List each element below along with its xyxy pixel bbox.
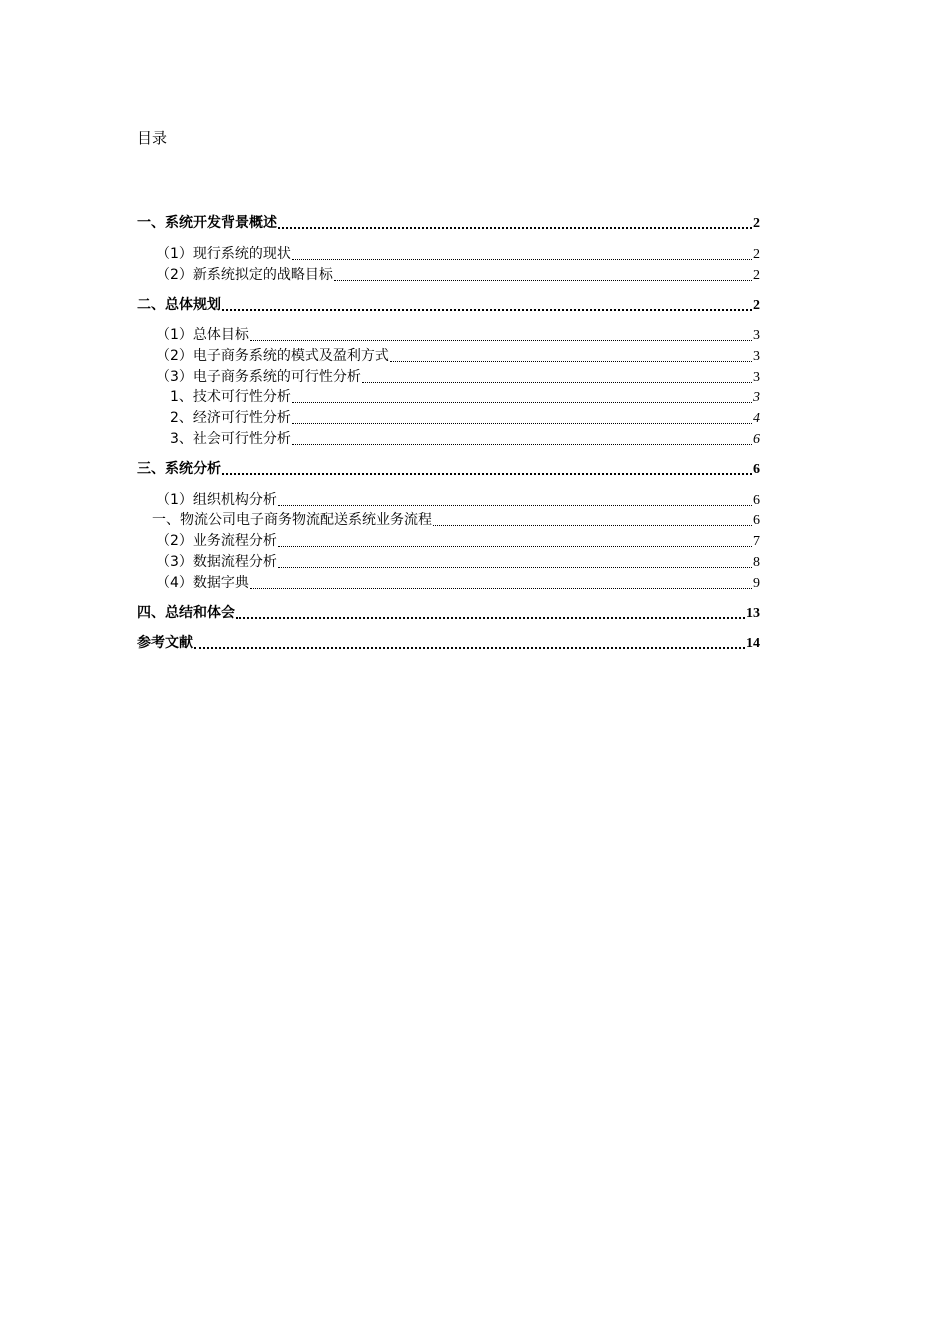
toc-entry[interactable] — [137, 214, 760, 233]
dot-leader — [292, 444, 752, 445]
toc-entry-page: 2 — [753, 216, 760, 231]
dot-leader — [236, 617, 745, 619]
toc-entry[interactable] — [137, 634, 760, 653]
toc-entry-page: 9 — [753, 576, 760, 591]
toc-title: 目录 — [137, 129, 168, 147]
toc-entry-label: （3）数据流程分析 — [156, 554, 277, 570]
toc-entry-label: 三、系统分析 — [137, 461, 221, 477]
toc-entry-page: 4 — [753, 411, 760, 426]
toc-entry-label: （1）总体目标 — [156, 327, 249, 343]
toc-entry[interactable] — [156, 347, 760, 366]
toc-entry-label: （3）电子商务系统的可行性分析 — [156, 369, 361, 385]
dot-leader — [292, 259, 752, 260]
toc-entry-label: 1、技术可行性分析 — [170, 389, 291, 405]
dot-leader — [278, 546, 752, 547]
toc-entry-label: （1）组织机构分析 — [156, 492, 277, 508]
toc-entry[interactable] — [156, 553, 760, 572]
toc-entry-label: （1）现行系统的现状 — [156, 246, 291, 262]
toc-entry-label: 四、总结和体会 — [137, 605, 235, 621]
toc-entry-label: 2、经济可行性分析 — [170, 410, 291, 426]
dot-leader — [250, 340, 752, 341]
toc-entry[interactable] — [137, 460, 760, 479]
toc-entry[interactable] — [170, 430, 760, 449]
toc-entry-page: 3 — [753, 349, 760, 364]
toc-entry-page: 6 — [753, 462, 760, 477]
toc-entry-page: 2 — [753, 247, 760, 262]
dot-leader — [292, 402, 752, 403]
toc-entry-label: （2）电子商务系统的模式及盈利方式 — [156, 348, 389, 364]
dot-leader — [250, 588, 752, 589]
dot-leader — [222, 473, 752, 475]
toc-entry-label: 3、社会可行性分析 — [170, 431, 291, 447]
toc-entry-label: （4）数据字典 — [156, 575, 249, 591]
toc-entry-page: 3 — [753, 390, 760, 405]
toc-entry[interactable] — [156, 326, 760, 345]
dot-leader — [278, 505, 752, 506]
toc-entry-page: 13 — [746, 606, 760, 621]
toc-entry[interactable] — [156, 266, 760, 285]
dot-leader — [334, 280, 752, 281]
dot-leader — [222, 309, 752, 311]
toc-entry-label: 参考文献 — [137, 635, 193, 651]
dot-leader — [194, 647, 745, 649]
toc-entry-page: 7 — [753, 534, 760, 549]
toc-entry-page: 8 — [753, 555, 760, 570]
toc-entry-page: 6 — [753, 513, 760, 528]
toc-entry-page: 3 — [753, 370, 760, 385]
toc-entry[interactable] — [152, 511, 760, 530]
dot-leader — [278, 227, 752, 229]
dot-leader — [390, 361, 752, 362]
toc-entry[interactable] — [170, 409, 760, 428]
dot-leader — [362, 382, 752, 383]
dot-leader — [292, 423, 752, 424]
toc-entry-label: （2）新系统拟定的战略目标 — [156, 267, 333, 283]
toc-entry-page: 3 — [753, 328, 760, 343]
toc-entry-page: 6 — [753, 493, 760, 508]
toc-entry-label: 一、系统开发背景概述 — [137, 215, 277, 231]
toc-entry-label: 二、总体规划 — [137, 297, 221, 313]
toc-entry[interactable] — [156, 532, 760, 551]
dot-leader — [278, 567, 752, 568]
toc-entry[interactable] — [156, 245, 760, 264]
toc-entry[interactable] — [170, 388, 760, 407]
toc-entry-label: （2）业务流程分析 — [156, 533, 277, 549]
toc-entry-page: 2 — [753, 298, 760, 313]
toc-entry[interactable] — [156, 491, 760, 510]
toc-entry[interactable] — [156, 574, 760, 593]
toc-entry[interactable] — [156, 368, 760, 387]
toc-entry-page: 14 — [746, 636, 760, 651]
toc-entry[interactable] — [137, 604, 760, 623]
toc-entry[interactable] — [137, 296, 760, 315]
toc-entry-page: 2 — [753, 268, 760, 283]
toc-entry-page: 6 — [753, 432, 760, 447]
toc-entry-label: 一、物流公司电子商务物流配送系统业务流程 — [152, 512, 432, 528]
dot-leader — [433, 525, 752, 526]
